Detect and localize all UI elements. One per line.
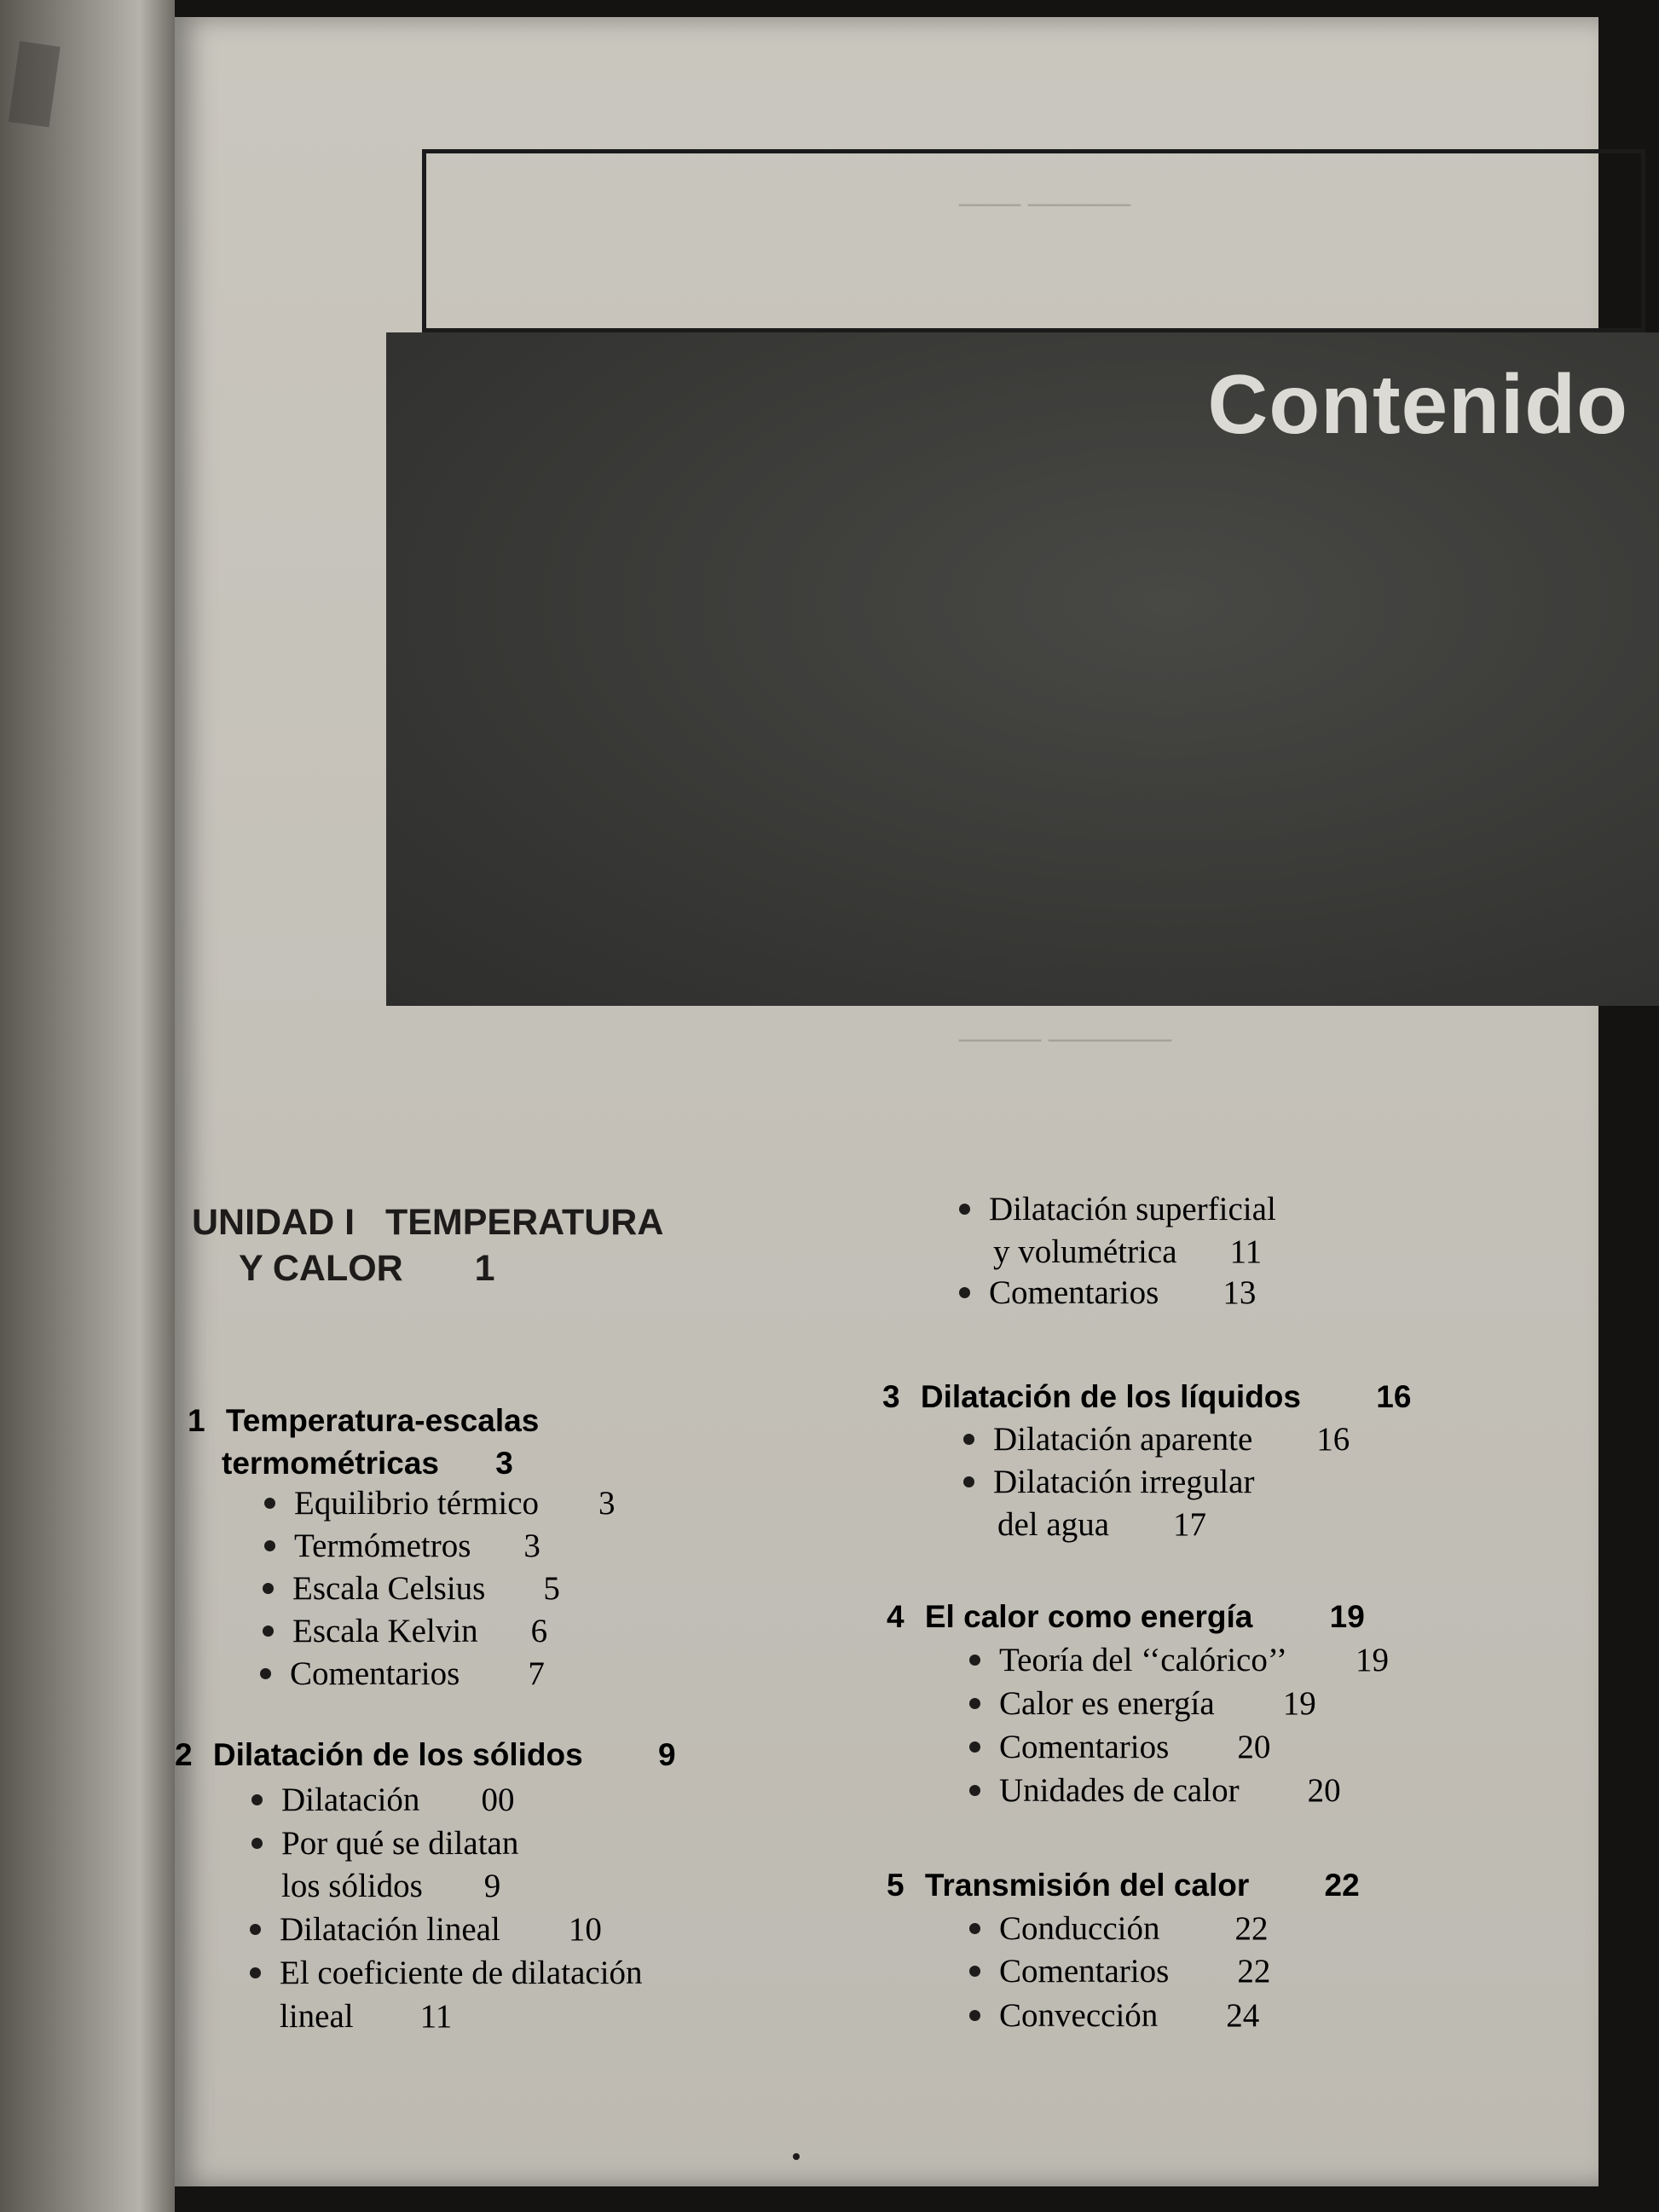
toc-item-label: El coeficiente de dilatación (280, 1955, 643, 1991)
chapter-title: Dilatación de los sólidos (212, 1737, 583, 1772)
toc-item[interactable] (264, 1525, 540, 1568)
chapter-title: Temperatura-escalas (225, 1403, 540, 1438)
toc-item[interactable] (969, 1639, 1389, 1682)
chapter-number: 5 (887, 1868, 905, 1903)
title-banner (386, 332, 1659, 1006)
chapter-3-heading[interactable] (882, 1376, 1411, 1418)
toc-item-cont (281, 1865, 500, 1908)
chapter-page-number: 22 (1324, 1868, 1360, 1903)
toc-item[interactable] (251, 1779, 514, 1822)
toc-item-page: 11 (419, 1998, 453, 2035)
toc-item-page: 5 (543, 1570, 560, 1607)
toc-item-label: Teoría del ‘‘calórico’’ (999, 1642, 1287, 1678)
bullet-icon (250, 1924, 261, 1935)
toc-item[interactable] (959, 1272, 1256, 1314)
toc-item[interactable] (963, 1461, 1254, 1504)
toc-item-label: Dilatación irregular (993, 1464, 1255, 1500)
bullet-icon (260, 1668, 271, 1679)
toc-item-label: Termómetros (294, 1528, 471, 1564)
left-page-bleed: ▮ (0, 15, 72, 137)
chapter-title: Transmisión del calor (924, 1868, 1250, 1903)
toc-item[interactable] (969, 1950, 1270, 1993)
unit-heading (192, 1199, 663, 1291)
unit-page-number: 1 (474, 1248, 495, 1289)
chapter-page-number: 16 (1376, 1379, 1412, 1414)
chapter-1-heading[interactable] (188, 1400, 539, 1442)
toc-item-page: 9 (483, 1868, 501, 1904)
unit-title-line1: UNIDAD I TEMPERATURA (192, 1202, 664, 1243)
toc-item[interactable] (969, 1726, 1270, 1769)
bullet-icon (251, 1794, 263, 1805)
toc-item-label-cont: los sólidos (281, 1868, 423, 1904)
chapter-number: 4 (887, 1599, 905, 1634)
chapter-number: 1 (188, 1403, 205, 1438)
toc-item-page: 22 (1237, 1953, 1271, 1990)
toc-item-label: Comentarios (999, 1953, 1170, 1990)
toc-item-label: Comentarios (989, 1274, 1159, 1311)
chapter-page-number: 3 (495, 1446, 513, 1481)
toc-item-page: 22 (1234, 1910, 1269, 1947)
toc-item-label: Comentarios (290, 1655, 460, 1692)
show-through-text: ────── ──── (959, 1025, 1172, 1056)
bullet-icon (263, 1626, 274, 1637)
bullet-icon (263, 1583, 274, 1594)
toc-item-page: 7 (528, 1655, 545, 1692)
toc-item-label: Convección (999, 1997, 1159, 2034)
toc-item-page: 00 (481, 1782, 515, 1818)
chapter-number: 2 (175, 1737, 193, 1772)
book-page (175, 17, 1628, 2186)
toc-item[interactable] (250, 1952, 643, 1995)
page-title: Contenido (1207, 357, 1628, 451)
chapter-2-heading[interactable] (175, 1734, 676, 1776)
bullet-icon (959, 1204, 970, 1215)
toc-item-cont (997, 1504, 1206, 1546)
bullet-icon (969, 1923, 980, 1934)
bullet-icon (969, 1966, 980, 1977)
toc-item[interactable] (251, 1822, 518, 1865)
toc-item-page: 10 (568, 1911, 602, 1948)
toc-item-label: Por qué se dilatan (281, 1825, 519, 1862)
toc-item-page: 19 (1355, 1642, 1389, 1678)
chapter-5-heading[interactable] (887, 1864, 1360, 1907)
toc-item-page: 24 (1226, 1997, 1260, 2034)
toc-item-label: Unidades de calor (999, 1772, 1240, 1809)
bullet-icon (969, 1655, 980, 1666)
bullet-icon (264, 1498, 275, 1509)
toc-item-page: 19 (1282, 1685, 1316, 1722)
toc-item[interactable] (969, 1683, 1316, 1725)
left-page-edge (0, 0, 175, 2212)
chapter-title: Dilatación de los líquidos (920, 1379, 1301, 1414)
toc-item-label: Dilatación (281, 1782, 420, 1818)
toc-item-label: Equilibrio térmico (294, 1485, 540, 1522)
toc-item[interactable] (969, 1908, 1268, 1950)
toc-item[interactable] (263, 1610, 547, 1653)
toc-item[interactable] (264, 1482, 616, 1525)
unit-title-line2 (192, 1245, 663, 1291)
show-through-text: ───── ─── (959, 189, 1131, 221)
toc-item[interactable] (263, 1568, 560, 1610)
toc-item[interactable] (963, 1418, 1350, 1461)
chapter-title: El calor como energía (924, 1599, 1253, 1634)
toc-item-label-cont: y volumétrica (993, 1233, 1177, 1270)
chapter-4-heading[interactable] (887, 1596, 1365, 1638)
bullet-icon (251, 1838, 263, 1849)
toc-item-label: Comentarios (999, 1729, 1170, 1765)
toc-item[interactable] (969, 1995, 1259, 2037)
bullet-icon (969, 1785, 980, 1796)
toc-item-page: 17 (1173, 1506, 1207, 1543)
toc-item-label: Dilatación lineal (280, 1911, 500, 1948)
bullet-icon (264, 1540, 275, 1551)
toc-item-label: Escala Celsius (292, 1570, 486, 1607)
toc-item-label: Dilatación superficial (989, 1191, 1276, 1227)
bullet-icon (969, 2010, 980, 2021)
page-mark (793, 2153, 800, 2160)
toc-item-label: Conducción (999, 1910, 1160, 1947)
toc-item-page: 6 (530, 1613, 548, 1649)
bullet-icon (969, 1698, 980, 1709)
toc-item[interactable] (959, 1188, 1276, 1231)
header-frame (422, 149, 1645, 332)
chapter-number: 3 (882, 1379, 900, 1414)
toc-item-cont (993, 1231, 1262, 1273)
toc-item[interactable] (969, 1770, 1341, 1812)
toc-item-page: 16 (1316, 1421, 1350, 1458)
toc-item-label-cont: del agua (997, 1506, 1110, 1543)
chapter-title-cont: termométricas (222, 1446, 440, 1481)
toc-item-page: 3 (523, 1528, 540, 1564)
chapter-page-number: 9 (657, 1737, 676, 1772)
toc-item[interactable] (260, 1653, 545, 1695)
toc-item-cont (280, 1995, 452, 2038)
toc-item-page: 20 (1237, 1729, 1271, 1765)
toc-item[interactable] (250, 1909, 602, 1951)
toc-item-label: Escala Kelvin (292, 1613, 478, 1649)
bullet-icon (969, 1741, 980, 1753)
toc-item-page: 3 (598, 1485, 616, 1522)
chapter-1-heading-cont (222, 1442, 513, 1485)
bullet-icon (963, 1476, 974, 1487)
toc-item-label: Calor es energía (999, 1685, 1215, 1722)
toc-item-page: 20 (1307, 1772, 1341, 1809)
bullet-icon (963, 1434, 974, 1445)
toc-item-label: Dilatación aparente (993, 1421, 1253, 1458)
chapter-page-number: 19 (1329, 1599, 1365, 1634)
toc-item-label-cont: lineal (280, 1998, 354, 2035)
bullet-icon (250, 1967, 261, 1978)
unit-title-text: Y CALOR (239, 1248, 403, 1289)
toc-item-page: 13 (1223, 1274, 1257, 1311)
bullet-icon (959, 1287, 970, 1298)
toc-item-page: 11 (1229, 1233, 1263, 1270)
